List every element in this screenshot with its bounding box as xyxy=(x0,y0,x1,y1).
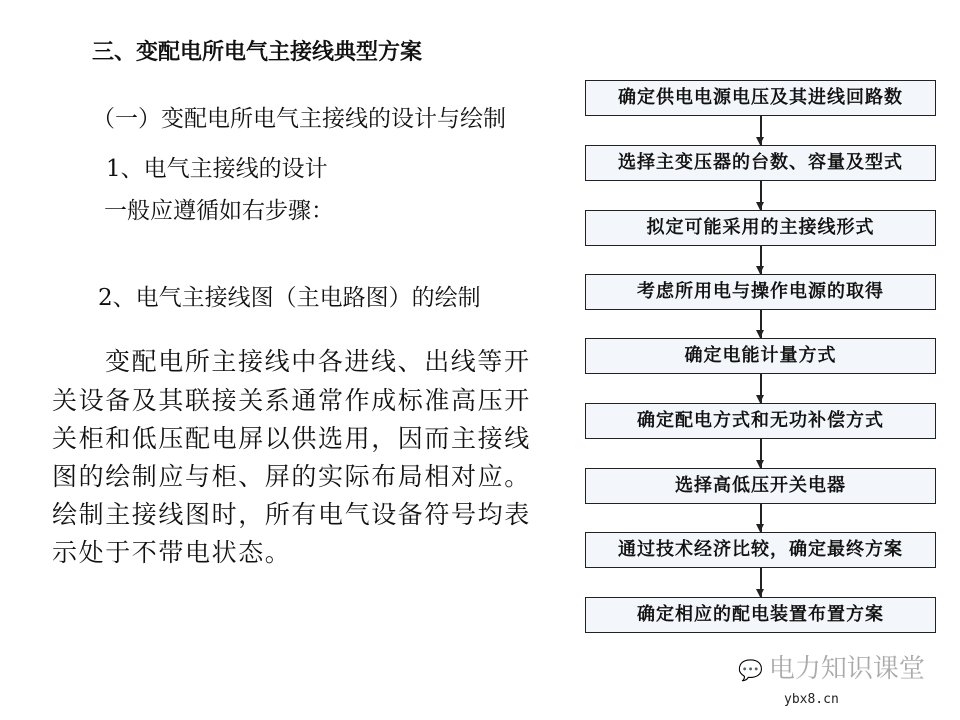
flow-step: 通过技术经济比较，确定最终方案 xyxy=(585,532,936,568)
wechat-icon: 💬 xyxy=(738,658,763,682)
arrow-down-icon xyxy=(760,181,762,210)
arrow-down-icon xyxy=(760,310,762,338)
watermark-text: 电力知识课堂 xyxy=(768,654,925,684)
body-line: 绘制主接线图时，所有电气设备符号均表 xyxy=(52,500,531,529)
flow-step: 确定供电电源电压及其进线回路数 xyxy=(585,80,936,116)
body-line: 关设备及其联接关系通常作成标准高压开 xyxy=(52,386,531,415)
body-line: 示处于不带电状态。 xyxy=(52,538,292,567)
flow-step: 确定电能计量方式 xyxy=(585,338,936,374)
arrow-down-icon xyxy=(760,568,762,597)
watermark xyxy=(738,654,925,684)
section1-note: 一般应遵循如右步骤： xyxy=(104,198,334,224)
section2-heading: 2、电气主接线图（主电路图）的绘制 xyxy=(98,285,481,311)
flow-step: 选择主变压器的台数、容量及型式 xyxy=(585,145,936,181)
flow-step: 确定配电方式和无功补偿方式 xyxy=(585,403,936,439)
arrow-down-icon xyxy=(760,374,762,403)
arrow-down-icon xyxy=(760,504,762,532)
flow-step: 考虑所用电与操作电源的取得 xyxy=(585,274,936,310)
watermark-site: ybx8.cn xyxy=(784,692,839,707)
subtitle: （一）变配电所电气主接线的设计与绘制 xyxy=(92,106,506,132)
flow-step: 拟定可能采用的主接线形式 xyxy=(585,210,936,246)
flow-step: 确定相应的配电装置布置方案 xyxy=(585,597,936,633)
body-line: 图的绘制应与柜、屏的实际布局相对应。 xyxy=(52,462,531,491)
flow-step: 选择高低压开关电器 xyxy=(585,468,936,504)
body-line: 变配电所主接线中各进线、出线等开 xyxy=(105,347,531,376)
body-line: 关柜和低压配电屏以供选用，因而主接线 xyxy=(52,424,531,453)
arrow-down-icon xyxy=(760,246,762,274)
arrow-down-icon xyxy=(760,439,762,468)
arrow-down-icon xyxy=(760,116,762,145)
section1-heading: 1、电气主接线的设计 xyxy=(106,156,328,182)
page-title: 三、变配电所电气主接线典型方案 xyxy=(92,40,423,65)
